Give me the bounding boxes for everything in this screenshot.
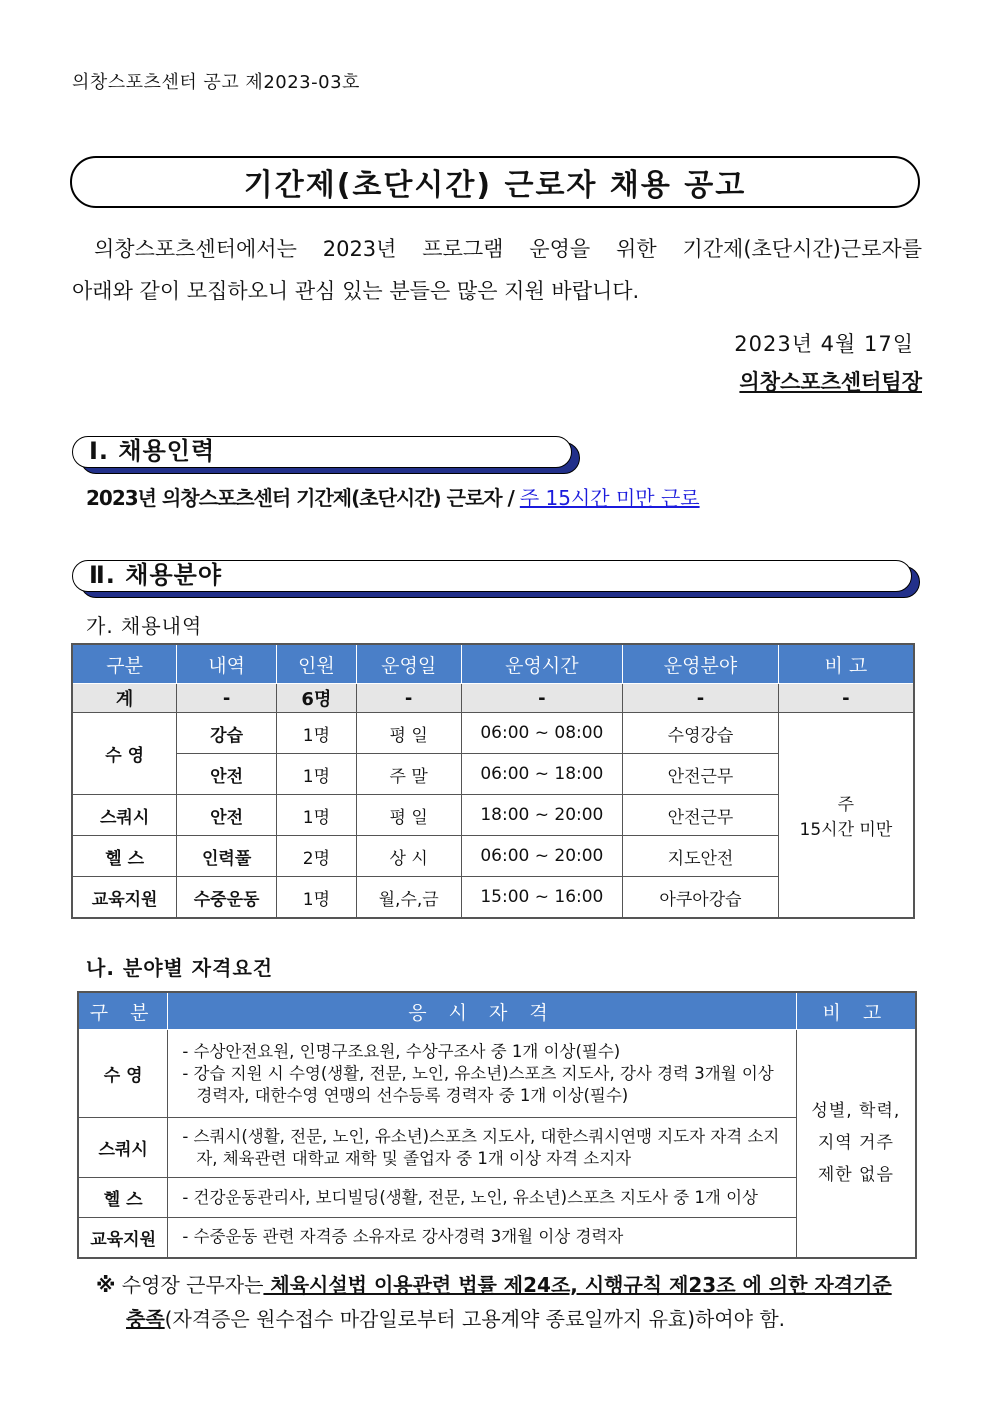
header-cell: 운영일 bbox=[356, 644, 461, 684]
field-cell: 안전근무 bbox=[623, 754, 779, 795]
footnote-text: (자격증은 원수접수 마감일로부터 고용계약 종료일까지 유효)하여야 함. bbox=[164, 1307, 786, 1331]
recruit-summary bbox=[86, 482, 700, 511]
table-row bbox=[78, 1030, 916, 1118]
recruit-hours-link[interactable]: 주 15시간 미만 근로 bbox=[519, 486, 700, 510]
section-2-title: Ⅱ. 채용분야 bbox=[72, 560, 912, 592]
note-cell bbox=[796, 1030, 916, 1258]
category-cell: 스쿼시 bbox=[78, 1118, 168, 1178]
header-cell: 구 분 bbox=[78, 992, 168, 1030]
field-cell: 아쿠아강습 bbox=[623, 877, 779, 919]
time-cell: 06:00 ~ 18:00 bbox=[461, 754, 623, 795]
footnote-emphasis: 충족 bbox=[126, 1307, 165, 1331]
requirement-cell bbox=[168, 1118, 796, 1178]
requirement-line: - 수중운동 관련 자격증 소유자로 강사경력 3개월 이상 경력자 bbox=[182, 1227, 624, 1247]
table-row bbox=[72, 713, 914, 754]
table-cell: - bbox=[778, 684, 914, 713]
note-line: 제한 없음 bbox=[817, 1165, 894, 1186]
count-cell: 1명 bbox=[276, 877, 356, 919]
time-cell: 06:00 ~ 08:00 bbox=[461, 713, 623, 754]
table-cell: 6명 bbox=[276, 684, 356, 713]
footnote-text: 수영장 근무자는 bbox=[115, 1273, 264, 1297]
category-cell: 교육지원 bbox=[72, 877, 177, 919]
table-cell: - bbox=[623, 684, 779, 713]
qualification-table bbox=[77, 991, 917, 1259]
field-cell: 안전근무 bbox=[623, 795, 779, 836]
note-line: 15시간 미만 bbox=[799, 820, 893, 840]
header-cell: 운영분야 bbox=[623, 644, 779, 684]
detail-cell: 안전 bbox=[177, 754, 277, 795]
detail-cell: 안전 bbox=[177, 795, 277, 836]
requirement-line: - 수상안전요원, 인명구조요원, 수상구조사 중 1개 이상(필수) bbox=[182, 1041, 621, 1061]
category-cell: 스쿼시 bbox=[72, 795, 177, 836]
count-cell: 1명 bbox=[276, 795, 356, 836]
section-2-heading bbox=[72, 560, 912, 592]
category-cell: 헬 스 bbox=[78, 1178, 168, 1218]
footnote bbox=[96, 1268, 926, 1336]
field-cell: 지도안전 bbox=[623, 836, 779, 877]
time-cell: 18:00 ~ 20:00 bbox=[461, 795, 623, 836]
requirement-cell bbox=[168, 1218, 796, 1258]
detail-cell: 인력풀 bbox=[177, 836, 277, 877]
notice-number: 의창스포츠센터 공고 제2023-03호 bbox=[72, 72, 360, 93]
table-row bbox=[78, 1118, 916, 1178]
total-row bbox=[72, 684, 914, 713]
recruitment-table bbox=[71, 643, 915, 919]
page-title: 기간제(초단시간) 근로자 채용 공고 bbox=[70, 156, 920, 208]
detail-cell: 수중운동 bbox=[177, 877, 277, 919]
header-cell: 운영시간 bbox=[461, 644, 623, 684]
table-header-row bbox=[78, 992, 916, 1030]
note-line: 성별, 학력, bbox=[811, 1101, 901, 1122]
footnote-line-1 bbox=[96, 1268, 926, 1302]
header-cell: 내역 bbox=[177, 644, 277, 684]
note-cell bbox=[778, 713, 914, 919]
table-cell: - bbox=[177, 684, 277, 713]
reference-mark: ※ bbox=[96, 1273, 116, 1297]
table-cell: - bbox=[461, 684, 623, 713]
day-cell: 상 시 bbox=[356, 836, 461, 877]
note-line: 지역 거주 bbox=[817, 1133, 894, 1154]
table-header-row bbox=[72, 644, 914, 684]
time-cell: 06:00 ~ 20:00 bbox=[461, 836, 623, 877]
day-cell: 월,수,금 bbox=[356, 877, 461, 919]
header-cell: 구분 bbox=[72, 644, 177, 684]
day-cell: 주 말 bbox=[356, 754, 461, 795]
table-row bbox=[78, 1218, 916, 1258]
header-cell: 비 고 bbox=[796, 992, 916, 1030]
table-row bbox=[78, 1178, 916, 1218]
requirement-line: - 강습 지원 시 수영(생활, 전문, 노인, 유소년)스포츠 지도사, 강사 경력 3개월 이상 경력자, 대한수영 연맹의 선수등록 경력자 중 1개 이상(필수) bbox=[182, 1063, 774, 1105]
requirement-cell bbox=[168, 1178, 796, 1218]
requirement-line: - 건강운동관리사, 보디빌딩(생활, 전문, 노인, 유소년)스포츠 지도사 중 1개 이상 bbox=[182, 1187, 758, 1207]
recruit-text: 2023년 의창스포츠센터 기간제(초단시간) 근로자 / bbox=[86, 486, 520, 510]
notice-date: 2023년 4월 17일 bbox=[734, 332, 914, 356]
subsection-a-title: 가. 채용내역 bbox=[86, 614, 203, 638]
table-cell: 계 bbox=[72, 684, 177, 713]
intro-line-2: 아래와 같이 모집하오니 관심 있는 분들은 많은 지원 바랍니다. bbox=[72, 279, 640, 303]
category-cell: 교육지원 bbox=[78, 1218, 168, 1258]
footnote-emphasis: 체육시설법 이용관련 법률 제24조, 시행규칙 제23조 에 의한 자격기준 bbox=[263, 1273, 892, 1297]
time-cell: 15:00 ~ 16:00 bbox=[461, 877, 623, 919]
footnote-line-2 bbox=[96, 1302, 926, 1336]
header-cell: 비 고 bbox=[778, 644, 914, 684]
count-cell: 1명 bbox=[276, 713, 356, 754]
day-cell: 평 일 bbox=[356, 795, 461, 836]
signatory: 의창스포츠센터팀장 bbox=[739, 370, 922, 394]
intro-line-1: 의창스포츠센터에서는 2023년 프로그램 운영을 위한 기간제(초단시간)근로자를 bbox=[94, 237, 922, 261]
requirement-cell bbox=[168, 1030, 796, 1118]
category-cell: 수 영 bbox=[78, 1030, 168, 1118]
detail-cell: 강습 bbox=[177, 713, 277, 754]
note-line: 주 bbox=[837, 795, 855, 815]
header-cell: 응 시 자 격 bbox=[168, 992, 796, 1030]
requirement-line: - 스쿼시(생활, 전문, 노인, 유소년)스포츠 지도사, 대한스쿼시연맹 지도자 자격 소지자, 체육관련 대학교 재학 및 졸업자 중 1개 이상 자격 소지자 bbox=[182, 1126, 780, 1168]
day-cell: 평 일 bbox=[356, 713, 461, 754]
count-cell: 1명 bbox=[276, 754, 356, 795]
section-1-heading bbox=[72, 436, 572, 468]
table-cell: - bbox=[356, 684, 461, 713]
count-cell: 2명 bbox=[276, 836, 356, 877]
subsection-b-title: 나. 분야별 자격요건 bbox=[86, 956, 274, 980]
category-cell: 수 영 bbox=[72, 713, 177, 795]
field-cell: 수영강습 bbox=[623, 713, 779, 754]
intro-paragraph bbox=[72, 228, 922, 312]
category-cell: 헬 스 bbox=[72, 836, 177, 877]
header-cell: 인원 bbox=[276, 644, 356, 684]
section-1-title: Ⅰ. 채용인력 bbox=[72, 436, 572, 468]
